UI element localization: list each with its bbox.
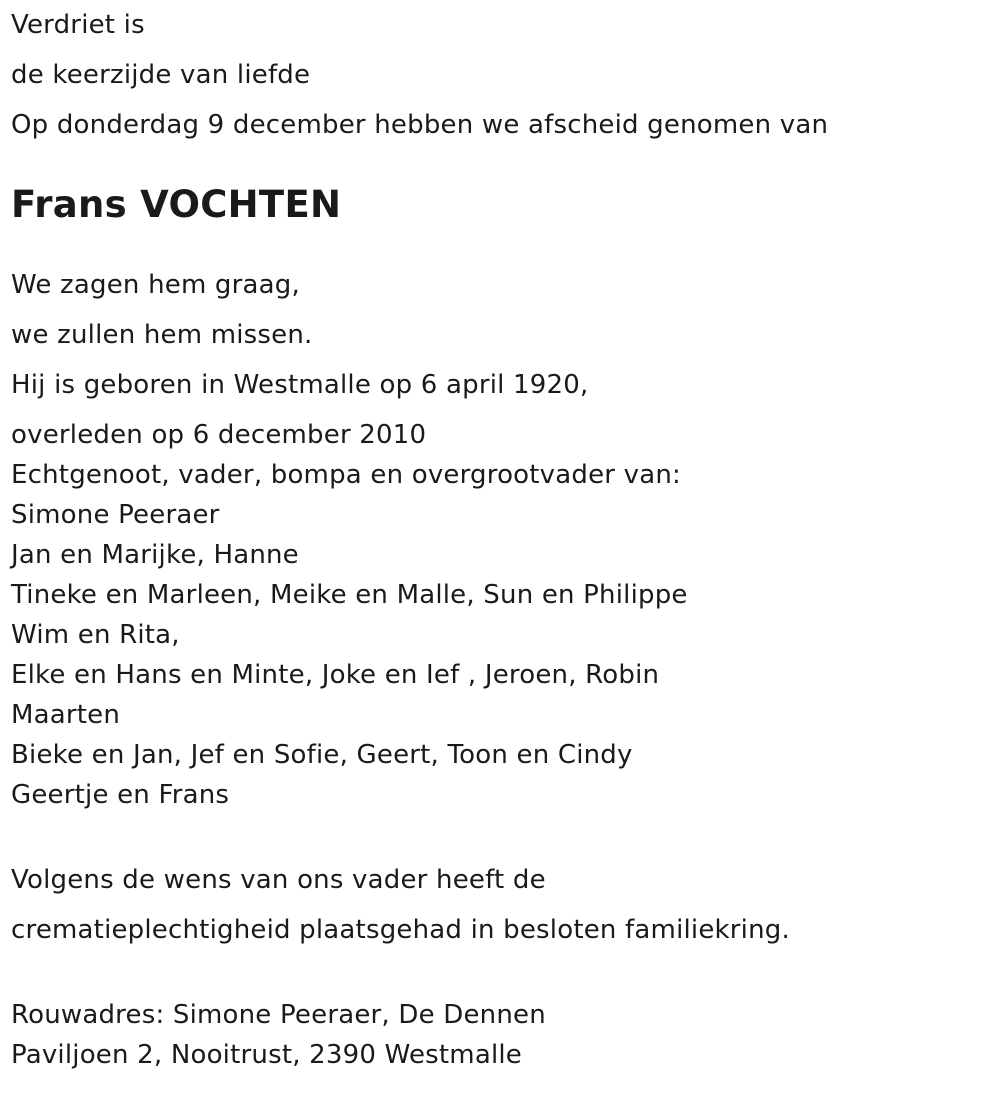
intro-text xyxy=(11,260,986,460)
opening-line: de keerzijde van liefde xyxy=(11,60,311,90)
family-member: Maarten xyxy=(11,700,121,730)
intro-line: Hij is geboren in Westmalle op 6 april 1920, xyxy=(11,370,589,400)
family-member: Elke en Hans en Minte, Joke en Ief , Jeroen, Robin xyxy=(11,660,660,690)
intro-line: overleden op 6 december 2010 xyxy=(11,420,427,450)
funeral-line: Volgens de wens van ons vader heeft de xyxy=(11,865,546,895)
opening-line: Op donderdag 9 december hebben we afscheid genomen van xyxy=(11,110,829,140)
family-member: Tineke en Marleen, Meike en Malle, Sun en Philippe xyxy=(11,580,688,610)
address-line: Rouwadres: Simone Peeraer, De Dennen xyxy=(11,1000,546,1030)
mourning-address xyxy=(11,995,986,1075)
obituary-document xyxy=(11,0,986,1075)
intro-line: we zullen hem missen. xyxy=(11,320,313,350)
intro-line: We zagen hem graag, xyxy=(11,270,300,300)
family-member: Geertje en Frans xyxy=(11,780,230,810)
address-line: Paviljoen 2, Nooitrust, 2390 Westmalle xyxy=(11,1040,522,1070)
family-heading: Echtgenoot, vader, bompa en overgrootvader van: xyxy=(11,460,682,490)
family-member: Jan en Marijke, Hanne xyxy=(11,540,299,570)
family-member: Wim en Rita, xyxy=(11,620,180,650)
family-list xyxy=(11,455,986,815)
opening-verse xyxy=(11,0,986,150)
family-member: Simone Peeraer xyxy=(11,500,220,530)
opening-line: Verdriet is xyxy=(11,10,145,40)
funeral-line: crematieplechtigheid plaatsgehad in besloten familiekring. xyxy=(11,915,790,945)
funeral-notice xyxy=(11,855,986,955)
family-member: Bieke en Jan, Jef en Sofie, Geert, Toon en Cindy xyxy=(11,740,633,770)
deceased-name: Frans VOCHTEN xyxy=(11,183,342,226)
